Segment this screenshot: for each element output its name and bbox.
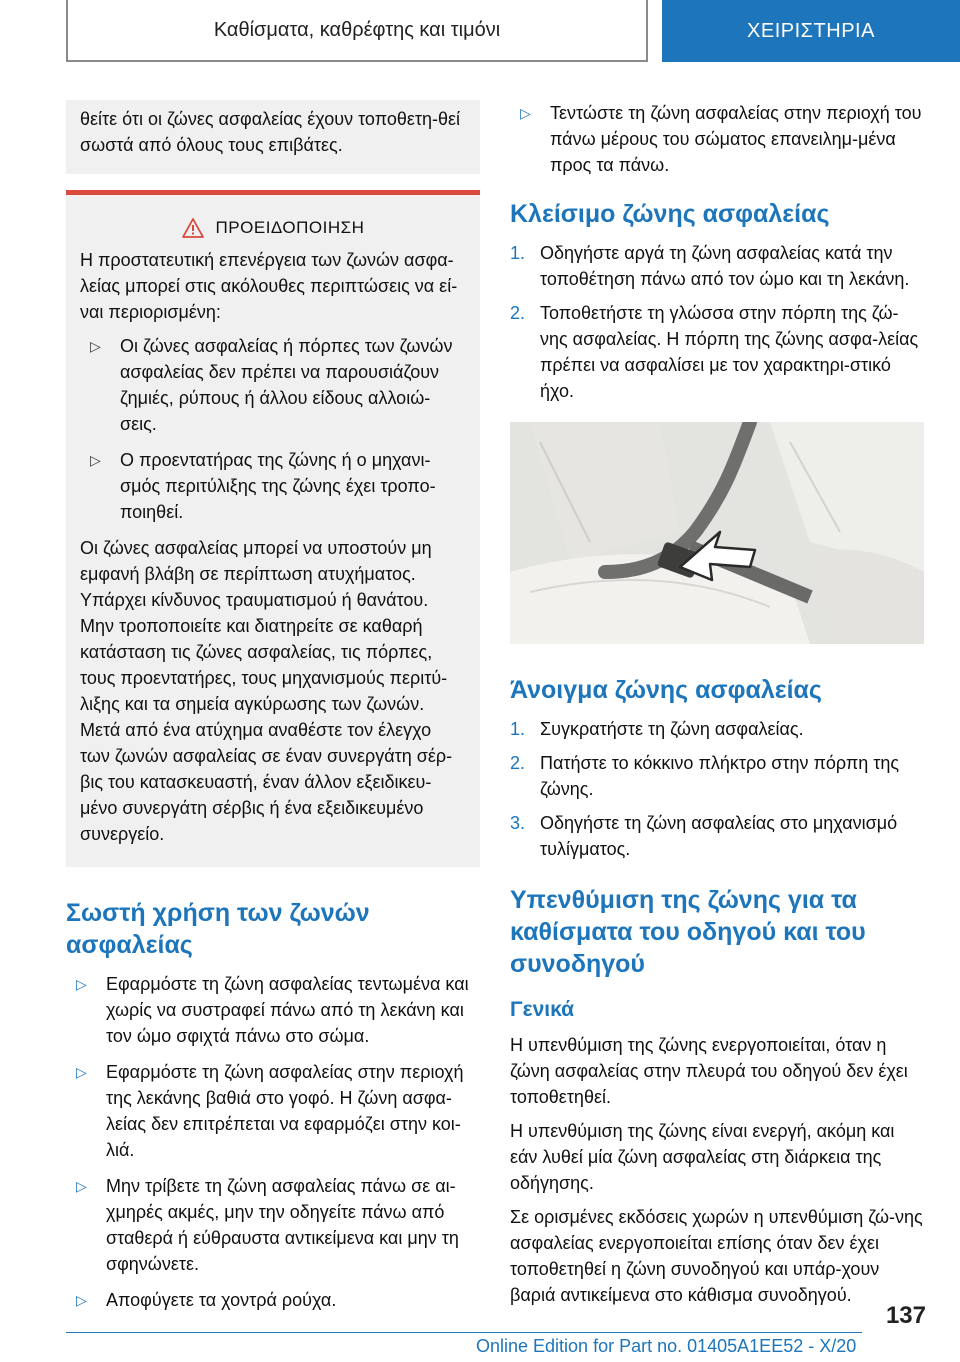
list-item: [80, 333, 466, 437]
triangle-right-icon: ▷: [90, 452, 101, 468]
warning-triangle-icon: [182, 218, 204, 238]
list-item: [80, 447, 466, 525]
intro-box: [66, 100, 480, 174]
step-number: 1.: [510, 243, 526, 263]
step-number: 3.: [510, 813, 526, 833]
reminder-subheading: Γενικά: [510, 998, 575, 1021]
step-number: 1.: [510, 719, 526, 739]
triangle-right-icon: ▷: [76, 976, 87, 992]
step-text: Πατήστε το κόκκινο πλήκτρο στην πόρπη της ζώνης.: [540, 753, 900, 799]
warning-lead: Η προστατευτική επενέργεια των ζωνών ασφα-λείας μπορεί στις ακόλουθες περιπτώσεις να εί-ναι περιορισμένη:: [80, 250, 458, 322]
list-item: [510, 300, 924, 404]
right-column: [510, 100, 924, 1316]
list-item-text: Αποφύγετε τα χοντρά ρούχα.: [106, 1290, 337, 1310]
list-item: [510, 100, 924, 178]
step-number: 2.: [510, 303, 526, 323]
list-item-text: Εφαρμόστε τη ζώνη ασφαλείας τεντωμένα και χωρίς να συστραφεί πάνω από τη λεκάνη και τον ώμο σφιχτά πάνω στο σώμα.: [106, 974, 469, 1046]
closing-heading: Κλείσιμο ζώνης ασφαλείας: [510, 200, 830, 228]
step-number: 2.: [510, 753, 526, 773]
step-text: Τοποθετήστε τη γλώσσα στην πόρπη της ζώ-νης ασφαλείας. Η πόρπη της ζώνης ασφα-λείας πρέπει να ασφαλίσει με τον χαρακτηρι-στικό ήχο.: [540, 303, 919, 401]
list-item-text: Ο προεντατήρας της ζώνης ή ο μηχανι-σμός περιτύλιξης της ζώνης έχει τροπο-ποιηθεί.: [120, 450, 436, 522]
list-item-text: Μην τρίβετε τη ζώνη ασφαλείας πάνω σε αι-χμηρές ακμές, μην την οδηγείτε πάνω από σταθερά ή εύθραυστα αντικείμενα και μην τη σφηνώνετε.: [106, 1176, 459, 1274]
list-item-text: Οι ζώνες ασφαλείας ή πόρπες των ζωνών ασφαλείας δεν πρέπει να παρουσιάζουν ζημιές, ρύπους ή άλλου είδους αλλοιώ-σεις.: [120, 336, 453, 434]
left-column: [66, 100, 480, 1323]
reminder-heading: Υπενθύμιση της ζώνης για τα καθίσματα του οδηγού και του συνοδηγού: [510, 886, 866, 978]
seatbelt-buckle-photo: [510, 422, 924, 644]
list-item: [510, 716, 924, 742]
warning-body: Οι ζώνες ασφαλείας μπορεί να υποστούν μη εμφανή βλάβη σε περίπτωση ατυχήματος. Υπάρχει κίνδυνος τραυματισμού ή θανάτου. Μην τροποποιείτε και διατηρείτε σε καθαρή κατάσταση τις ζώνες ασφαλείας, τις πόρπες, τους προεντατήρες, τους μηχανισμούς περιτύ-λιξης και τα σημεία αγκύρωσης των ζωνών. Μετά από ένα ατύχημα αναθέστε τον έλεγχο των ζωνών ασφαλείας σε έναν συνεργάτη σέρ-βις του κατασκευαστή, έναν άλλον εξειδικευ-μένο συνεργάτη σέρβις ή ένα εξειδικευμένο συνεργείο.: [80, 538, 453, 844]
section-tab: [662, 0, 960, 62]
list-item: [510, 240, 924, 292]
opening-heading: Άνοιγμα ζώνης ασφαλείας: [510, 676, 822, 704]
intro-text: θείτε ότι οι ζώνες ασφαλείας έχουν τοποθετη-θεί σωστά από όλους τους επιβάτες.: [80, 109, 461, 155]
list-item-text: Εφαρμόστε τη ζώνη ασφαλείας στην περιοχή της λεκάνης βαθιά στο γοφό. Η ζώνη ασφα-λείας δεν επιτρέπεται να εφαρμόζει στην κοι-λιά.: [106, 1062, 464, 1160]
usage-heading: Σωστή χρήση των ζωνών ασφαλείας: [66, 899, 370, 959]
list-item: [66, 1287, 480, 1313]
usage-bullets: [66, 971, 480, 1313]
closing-steps: [510, 240, 924, 404]
warning-title: [80, 215, 466, 241]
warning-title-text: ΠΡΟΕΙΔΟΠΟΙΗΣΗ: [215, 218, 365, 237]
top-bullets: [510, 100, 924, 178]
warning-box: [66, 190, 480, 867]
triangle-right-icon: ▷: [520, 105, 531, 121]
list-item: [510, 810, 924, 862]
list-item: [66, 1173, 480, 1277]
step-text: Οδηγήστε αργά τη ζώνη ασφαλείας κατά την τοποθέτηση πάνω από τον ώμο και τη λεκάνη.: [540, 243, 910, 289]
page-number: 137: [885, 1302, 926, 1329]
chapter-title: Καθίσματα, καθρέφτης και τιμόνι: [213, 18, 501, 41]
list-item: [66, 971, 480, 1049]
triangle-right-icon: ▷: [76, 1064, 87, 1080]
list-item: [510, 750, 924, 802]
reminder-paragraph: Σε ορισμένες εκδόσεις χωρών η υπενθύμιση ζώ-νης ασφαλείας ενεργοποιείται επίσης όταν δεν έχει τοποθετηθεί η ζώνη συνοδηγού και υπάρ-χουν βαριά αντικείμενα στο κάθισμα συνοδηγού.: [510, 1207, 923, 1305]
list-item-text: Τεντώστε τη ζώνη ασφαλείας στην περιοχή του πάνω μέρους του σώματος επανειλημ-μένα προς τα πάνω.: [550, 103, 922, 175]
section-title: ΧΕΙΡΙΣΤΗΡΙΑ: [747, 19, 875, 42]
footer-divider: [66, 1332, 862, 1333]
footer-edition: Online Edition for Part no. 01405A1EE52 - X/20: [476, 1336, 857, 1356]
opening-steps: [510, 716, 924, 862]
triangle-right-icon: ▷: [90, 338, 101, 354]
usage-section: [66, 897, 480, 1313]
step-text: Οδηγήστε τη ζώνη ασφαλείας στο μηχανισμό τυλίγματος.: [540, 813, 898, 859]
triangle-right-icon: ▷: [76, 1292, 87, 1308]
reminder-paragraph: Η υπενθύμιση της ζώνης ενεργοποιείται, όταν η ζώνη ασφαλείας στην πλευρά του οδηγού δεν έχει τοποθετηθεί.: [510, 1035, 908, 1107]
step-text: Συγκρατήστε τη ζώνη ασφαλείας.: [540, 719, 804, 739]
reminder-paragraph: Η υπενθύμιση της ζώνης είναι ενεργή, ακόμη και εάν λυθεί μία ζώνη ασφαλείας στη διάρκεια της οδήγησης.: [510, 1121, 895, 1193]
warning-bullets: [80, 333, 466, 525]
triangle-right-icon: ▷: [76, 1178, 87, 1194]
list-item: [66, 1059, 480, 1163]
chapter-header: [66, 0, 648, 62]
